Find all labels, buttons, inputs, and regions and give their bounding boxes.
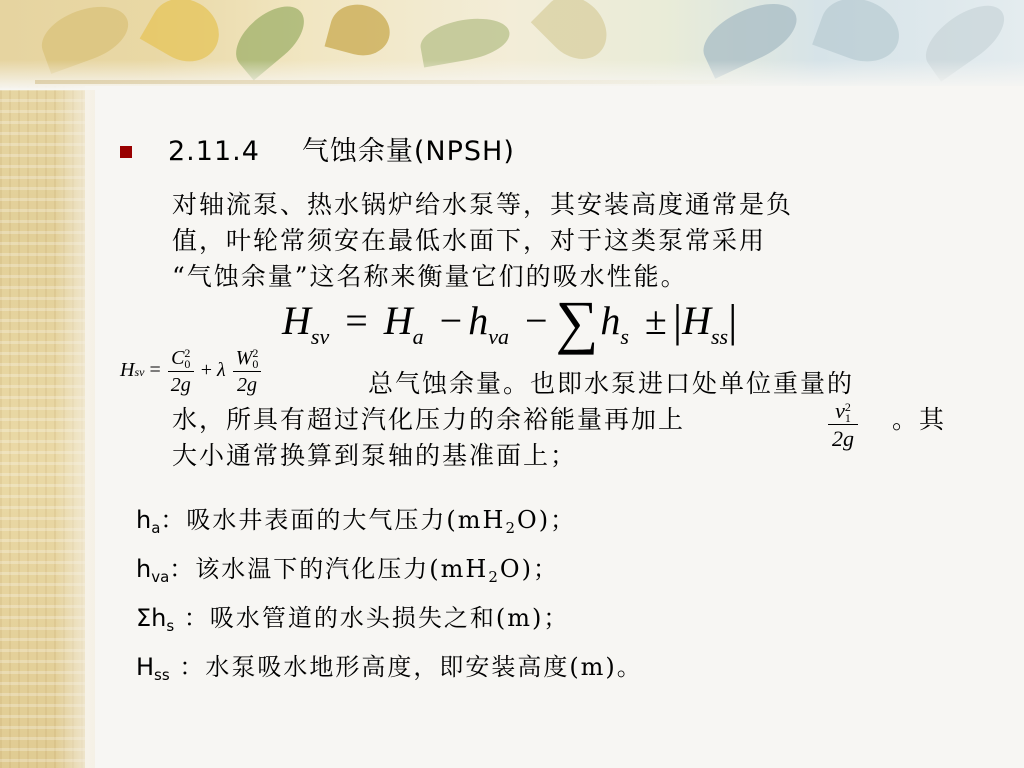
- npsh-main-formula: [282, 289, 738, 362]
- section-heading: [168, 132, 515, 172]
- definition-text-end: O)；: [517, 506, 577, 534]
- left-strip-shade: [55, 85, 95, 768]
- formula-subscript: 1: [844, 410, 851, 425]
- explanation-line: 大小通常换算到泵轴的基准面上；: [172, 441, 578, 470]
- definition-symbol: h: [136, 555, 152, 583]
- formula-operator: =: [345, 298, 368, 343]
- formula-symbol: λ: [217, 359, 226, 382]
- definition-symbol: Σh: [136, 604, 167, 632]
- section-number: 2.11.4: [168, 136, 260, 167]
- formula-subscript: va: [488, 324, 509, 349]
- formula-subscript: sv: [310, 324, 330, 349]
- formula-subscript: 0: [252, 357, 259, 372]
- definition-text: ：吸水井表面的大气压力(mH: [160, 506, 506, 534]
- formula-symbol: C: [171, 347, 185, 369]
- formula-abs-bar: |: [728, 295, 738, 346]
- formula-symbol: H: [282, 298, 311, 343]
- section-title: 气蚀余量(NPSH): [301, 136, 515, 167]
- formula-symbol: H: [682, 298, 711, 343]
- definition-subscript: ss: [154, 666, 170, 684]
- formula-sum-sign: ∑: [555, 289, 599, 355]
- definition-subscript: a: [151, 519, 161, 537]
- formula-operator: +: [200, 359, 213, 382]
- banner-edge: [35, 80, 755, 84]
- formula-superscript: 2: [184, 346, 191, 361]
- formula-symbol: v: [835, 398, 845, 423]
- definition-subscript: s: [166, 617, 175, 635]
- intro-line: 对轴流泵、热水锅炉给水泵等，其安装高度通常是负: [172, 190, 794, 219]
- explanation-paragraph: [172, 366, 854, 474]
- formula-abs-bar: |: [672, 295, 683, 346]
- definition-text-subscript: 2: [488, 568, 500, 586]
- definition-text-end: O)；: [499, 555, 559, 583]
- definition-subscript: va: [151, 568, 170, 586]
- explanation-line: 总气蚀余量。也即水泵进口处单位重量的: [368, 369, 855, 398]
- formula-subscript: sv: [134, 365, 145, 380]
- explanation-continuation: 。其: [892, 405, 947, 434]
- velocity-head-fraction: [828, 398, 858, 453]
- definition-item: [136, 643, 643, 692]
- definition-item: [136, 545, 643, 594]
- formula-symbol: H: [120, 359, 135, 382]
- formula-symbol: h: [600, 298, 621, 343]
- formula-operator: =: [149, 359, 161, 382]
- symbol-definitions: [136, 496, 643, 692]
- leaf-shape: [325, 0, 396, 62]
- definition-item: [136, 594, 643, 643]
- definition-text-subscript: 2: [505, 519, 518, 537]
- formula-denominator: 2g: [832, 426, 854, 451]
- intro-line: “气蚀余量”这名称来衡量它们的吸水性能。: [172, 262, 688, 291]
- formula-subscript: 0: [184, 357, 191, 372]
- definition-symbol: h: [136, 506, 152, 534]
- formula-operator: ±: [644, 298, 667, 343]
- formula-symbol: W: [235, 347, 253, 369]
- definition-symbol: H: [136, 653, 155, 681]
- definition-item: [136, 496, 643, 545]
- formula-subscript: ss: [710, 324, 729, 349]
- formula-operator: −: [525, 298, 548, 343]
- formula-operator: −: [439, 298, 463, 343]
- definition-text: ：吸水管道的水头损失之和(m)；: [174, 604, 570, 632]
- intro-paragraph: [172, 187, 972, 295]
- formula-superscript: 2: [844, 399, 851, 414]
- banner-fade: [0, 60, 1024, 90]
- formula-subscript: s: [620, 324, 629, 349]
- explanation-line: 水，所具有超过汽化压力的余裕能量再加上: [172, 405, 686, 434]
- definition-text: ：该水温下的汽化压力(mH: [169, 555, 489, 583]
- formula-symbol: H: [383, 298, 413, 343]
- formula-denominator: 2g: [170, 374, 191, 396]
- intro-line: 值，叶轮常须安在最低水面下，对于这类泵常采用: [172, 226, 767, 255]
- bullet-square: [120, 146, 132, 158]
- definition-text: ：水泵吸水地形高度，即安装高度(m)。: [169, 653, 643, 681]
- formula-denominator: 2g: [237, 374, 258, 396]
- formula-superscript: 2: [252, 346, 259, 361]
- formula-symbol: h: [468, 298, 489, 343]
- formula-subscript: a: [412, 324, 424, 349]
